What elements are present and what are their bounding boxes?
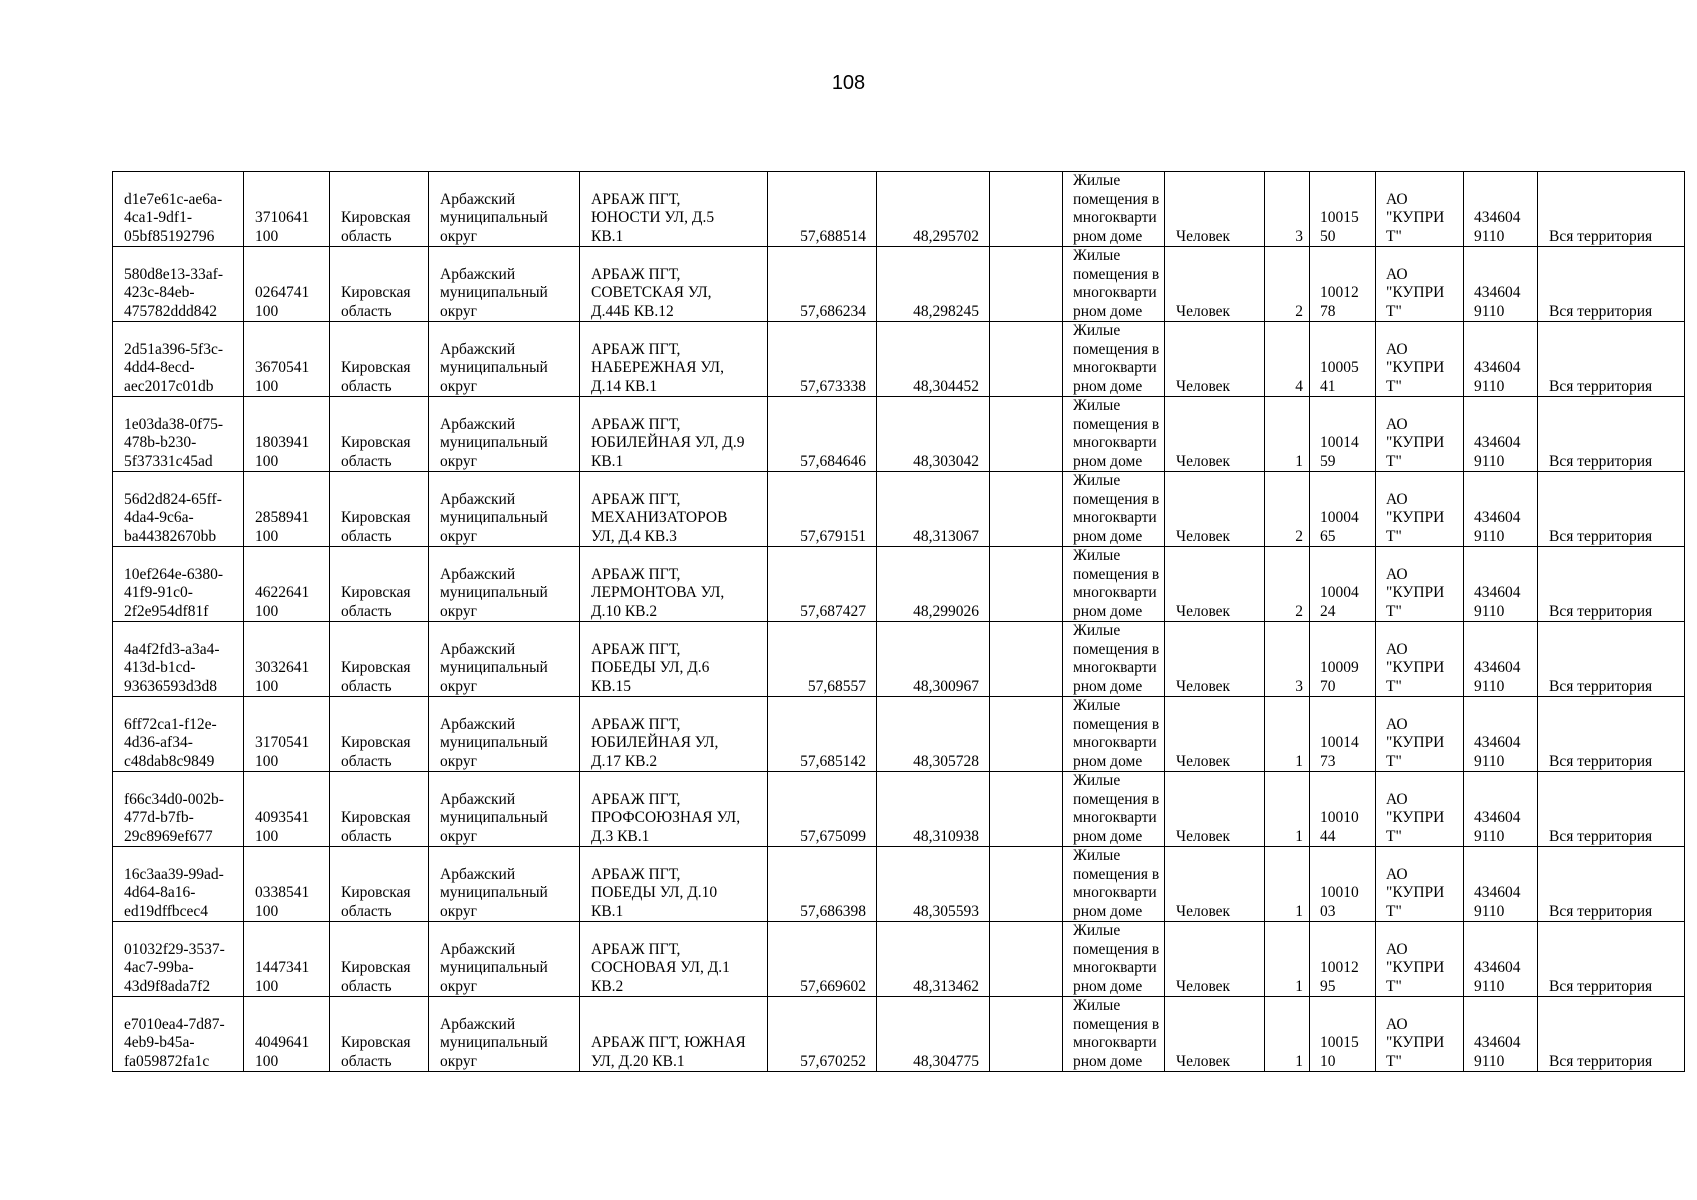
organization-cell: АО "КУПРИ Т"	[1376, 997, 1464, 1072]
count-cell: 1	[1265, 697, 1310, 772]
region-cell: Кировская область	[330, 397, 429, 472]
district-cell: Арбажский муниципальный округ	[429, 472, 580, 547]
unit-cell: Человек	[1165, 922, 1265, 997]
premises-type-cell: Жилые помещения в многокварти рном доме	[1063, 622, 1165, 697]
premises-type-cell: Жилые помещения в многокварти рном доме	[1063, 772, 1165, 847]
latitude-cell: 57,685142	[768, 697, 877, 772]
record-id-cell: e7010ea4-7d87- 4eb9-b45a- fa059872fa1c	[113, 997, 244, 1072]
region-cell: Кировская область	[330, 997, 429, 1072]
region-cell: Кировская область	[330, 247, 429, 322]
record-id-cell: 56d2d824-65ff- 4da4-9c6a- ba44382670bb	[113, 472, 244, 547]
empty-cell	[990, 397, 1063, 472]
organization-cell: АО "КУПРИ Т"	[1376, 622, 1464, 697]
longitude-cell: 48,299026	[877, 547, 990, 622]
inn-cell: 434604 9110	[1464, 172, 1538, 247]
territory-cell: Вся территория	[1538, 772, 1685, 847]
region-cell: Кировская область	[330, 772, 429, 847]
district-cell: Арбажский муниципальный округ	[429, 622, 580, 697]
unit-cell: Человек	[1165, 997, 1265, 1072]
unit-cell: Человек	[1165, 247, 1265, 322]
unit-cell: Человек	[1165, 322, 1265, 397]
territory-cell: Вся территория	[1538, 622, 1685, 697]
unit-cell: Человек	[1165, 472, 1265, 547]
latitude-cell: 57,669602	[768, 922, 877, 997]
organization-cell: АО "КУПРИ Т"	[1376, 847, 1464, 922]
count-cell: 1	[1265, 847, 1310, 922]
region-cell: Кировская область	[330, 622, 429, 697]
address-cell: АРБАЖ ПГТ, ЛЕРМОНТОВА УЛ, Д.10 КВ.2	[580, 547, 768, 622]
organization-cell: АО "КУПРИ Т"	[1376, 322, 1464, 397]
record-id-cell: 10ef264e-6380- 41f9-91c0- 2f2e954df81f	[113, 547, 244, 622]
organization-cell: АО "КУПРИ Т"	[1376, 172, 1464, 247]
region-cell: Кировская область	[330, 922, 429, 997]
code-cell: 3170541 100	[244, 697, 330, 772]
inn-cell: 434604 9110	[1464, 997, 1538, 1072]
premises-type-cell: Жилые помещения в многокварти рном доме	[1063, 472, 1165, 547]
table-row	[113, 472, 1685, 547]
count-cell: 1	[1265, 997, 1310, 1072]
address-cell: АРБАЖ ПГТ, ПРОФСОЮЗНАЯ УЛ, Д.3 КВ.1	[580, 772, 768, 847]
premises-type-cell: Жилые помещения в многокварти рном доме	[1063, 997, 1165, 1072]
table-row	[113, 997, 1685, 1072]
premises-type-cell: Жилые помещения в многокварти рном доме	[1063, 172, 1165, 247]
code-cell: 4622641 100	[244, 547, 330, 622]
longitude-cell: 48,303042	[877, 397, 990, 472]
territory-cell: Вся территория	[1538, 547, 1685, 622]
account-cell: 10010 03	[1310, 847, 1376, 922]
longitude-cell: 48,313462	[877, 922, 990, 997]
region-cell: Кировская область	[330, 472, 429, 547]
inn-cell: 434604 9110	[1464, 772, 1538, 847]
territory-cell: Вся территория	[1538, 247, 1685, 322]
unit-cell: Человек	[1165, 697, 1265, 772]
empty-cell	[990, 997, 1063, 1072]
empty-cell	[990, 172, 1063, 247]
inn-cell: 434604 9110	[1464, 547, 1538, 622]
empty-cell	[990, 472, 1063, 547]
inn-cell: 434604 9110	[1464, 472, 1538, 547]
longitude-cell: 48,313067	[877, 472, 990, 547]
district-cell: Арбажский муниципальный округ	[429, 397, 580, 472]
region-cell: Кировская область	[330, 172, 429, 247]
longitude-cell: 48,304775	[877, 997, 990, 1072]
code-cell: 3670541 100	[244, 322, 330, 397]
account-cell: 10004 24	[1310, 547, 1376, 622]
code-cell: 1447341 100	[244, 922, 330, 997]
account-cell: 10015 10	[1310, 997, 1376, 1072]
table-row	[113, 547, 1685, 622]
count-cell: 2	[1265, 247, 1310, 322]
table-body	[113, 172, 1685, 1072]
territory-cell: Вся территория	[1538, 322, 1685, 397]
empty-cell	[990, 247, 1063, 322]
account-cell: 10012 78	[1310, 247, 1376, 322]
table-row	[113, 247, 1685, 322]
account-cell: 10004 65	[1310, 472, 1376, 547]
account-cell: 10014 59	[1310, 397, 1376, 472]
region-cell: Кировская область	[330, 847, 429, 922]
territory-cell: Вся территория	[1538, 847, 1685, 922]
table-row	[113, 622, 1685, 697]
district-cell: Арбажский муниципальный округ	[429, 697, 580, 772]
longitude-cell: 48,298245	[877, 247, 990, 322]
registry-table	[112, 171, 1685, 1072]
empty-cell	[990, 322, 1063, 397]
record-id-cell: 4a4f2fd3-a3a4- 413d-b1cd- 93636593d3d8	[113, 622, 244, 697]
code-cell: 2858941 100	[244, 472, 330, 547]
record-id-cell: d1e7e61c-ae6a- 4ca1-9df1- 05bf85192796	[113, 172, 244, 247]
district-cell: Арбажский муниципальный округ	[429, 997, 580, 1072]
latitude-cell: 57,684646	[768, 397, 877, 472]
district-cell: Арбажский муниципальный округ	[429, 322, 580, 397]
count-cell: 3	[1265, 622, 1310, 697]
district-cell: Арбажский муниципальный округ	[429, 247, 580, 322]
account-cell: 10012 95	[1310, 922, 1376, 997]
record-id-cell: 6ff72ca1-f12e- 4d36-af34- c48dab8c9849	[113, 697, 244, 772]
record-id-cell: f66c34d0-002b- 477d-b7fb- 29c8969ef677	[113, 772, 244, 847]
unit-cell: Человек	[1165, 397, 1265, 472]
latitude-cell: 57,688514	[768, 172, 877, 247]
address-cell: АРБАЖ ПГТ, ПОБЕДЫ УЛ, Д.6 КВ.15	[580, 622, 768, 697]
latitude-cell: 57,670252	[768, 997, 877, 1072]
table-row	[113, 697, 1685, 772]
inn-cell: 434604 9110	[1464, 622, 1538, 697]
address-cell: АРБАЖ ПГТ, ЮБИЛЕЙНАЯ УЛ, Д.9 КВ.1	[580, 397, 768, 472]
longitude-cell: 48,295702	[877, 172, 990, 247]
count-cell: 2	[1265, 547, 1310, 622]
inn-cell: 434604 9110	[1464, 247, 1538, 322]
territory-cell: Вся территория	[1538, 397, 1685, 472]
code-cell: 4049641 100	[244, 997, 330, 1072]
territory-cell: Вся территория	[1538, 697, 1685, 772]
premises-type-cell: Жилые помещения в многокварти рном доме	[1063, 697, 1165, 772]
empty-cell	[990, 622, 1063, 697]
account-cell: 10010 44	[1310, 772, 1376, 847]
premises-type-cell: Жилые помещения в многокварти рном доме	[1063, 397, 1165, 472]
district-cell: Арбажский муниципальный округ	[429, 847, 580, 922]
table-row	[113, 172, 1685, 247]
organization-cell: АО "КУПРИ Т"	[1376, 397, 1464, 472]
page-number: 108	[831, 72, 866, 94]
longitude-cell: 48,304452	[877, 322, 990, 397]
district-cell: Арбажский муниципальный округ	[429, 922, 580, 997]
empty-cell	[990, 547, 1063, 622]
premises-type-cell: Жилые помещения в многокварти рном доме	[1063, 247, 1165, 322]
inn-cell: 434604 9110	[1464, 322, 1538, 397]
address-cell: АРБАЖ ПГТ, СОВЕТСКАЯ УЛ, Д.44Б КВ.12	[580, 247, 768, 322]
latitude-cell: 57,679151	[768, 472, 877, 547]
organization-cell: АО "КУПРИ Т"	[1376, 247, 1464, 322]
address-cell: АРБАЖ ПГТ, НАБЕРЕЖНАЯ УЛ, Д.14 КВ.1	[580, 322, 768, 397]
organization-cell: АО "КУПРИ Т"	[1376, 697, 1464, 772]
address-cell: АРБАЖ ПГТ, ПОБЕДЫ УЛ, Д.10 КВ.1	[580, 847, 768, 922]
premises-type-cell: Жилые помещения в многокварти рном доме	[1063, 322, 1165, 397]
table-row	[113, 397, 1685, 472]
territory-cell: Вся территория	[1538, 172, 1685, 247]
unit-cell: Человек	[1165, 622, 1265, 697]
region-cell: Кировская область	[330, 697, 429, 772]
empty-cell	[990, 697, 1063, 772]
code-cell: 3710641 100	[244, 172, 330, 247]
table-row	[113, 847, 1685, 922]
latitude-cell: 57,675099	[768, 772, 877, 847]
code-cell: 1803941 100	[244, 397, 330, 472]
account-cell: 10015 50	[1310, 172, 1376, 247]
table-row	[113, 772, 1685, 847]
latitude-cell: 57,686234	[768, 247, 877, 322]
empty-cell	[990, 922, 1063, 997]
table-row	[113, 322, 1685, 397]
account-cell: 10009 70	[1310, 622, 1376, 697]
region-cell: Кировская область	[330, 547, 429, 622]
premises-type-cell: Жилые помещения в многокварти рном доме	[1063, 847, 1165, 922]
longitude-cell: 48,310938	[877, 772, 990, 847]
count-cell: 4	[1265, 322, 1310, 397]
address-cell: АРБАЖ ПГТ, ЮЖНАЯ УЛ, Д.20 КВ.1	[580, 997, 768, 1072]
table-row	[113, 922, 1685, 997]
latitude-cell: 57,686398	[768, 847, 877, 922]
premises-type-cell: Жилые помещения в многокварти рном доме	[1063, 922, 1165, 997]
latitude-cell: 57,687427	[768, 547, 877, 622]
count-cell: 3	[1265, 172, 1310, 247]
inn-cell: 434604 9110	[1464, 922, 1538, 997]
region-cell: Кировская область	[330, 322, 429, 397]
inn-cell: 434604 9110	[1464, 397, 1538, 472]
organization-cell: АО "КУПРИ Т"	[1376, 922, 1464, 997]
unit-cell: Человек	[1165, 172, 1265, 247]
address-cell: АРБАЖ ПГТ, СОСНОВАЯ УЛ, Д.1 КВ.2	[580, 922, 768, 997]
account-cell: 10005 41	[1310, 322, 1376, 397]
organization-cell: АО "КУПРИ Т"	[1376, 547, 1464, 622]
count-cell: 1	[1265, 772, 1310, 847]
organization-cell: АО "КУПРИ Т"	[1376, 772, 1464, 847]
premises-type-cell: Жилые помещения в многокварти рном доме	[1063, 547, 1165, 622]
record-id-cell: 01032f29-3537- 4ac7-99ba- 43d9f8ada7f2	[113, 922, 244, 997]
inn-cell: 434604 9110	[1464, 697, 1538, 772]
empty-cell	[990, 847, 1063, 922]
longitude-cell: 48,305593	[877, 847, 990, 922]
latitude-cell: 57,673338	[768, 322, 877, 397]
unit-cell: Человек	[1165, 547, 1265, 622]
unit-cell: Человек	[1165, 847, 1265, 922]
count-cell: 1	[1265, 397, 1310, 472]
empty-cell	[990, 772, 1063, 847]
longitude-cell: 48,305728	[877, 697, 990, 772]
code-cell: 0338541 100	[244, 847, 330, 922]
address-cell: АРБАЖ ПГТ, МЕХАНИЗАТОРОВ УЛ, Д.4 КВ.3	[580, 472, 768, 547]
record-id-cell: 2d51a396-5f3c- 4dd4-8ecd- aec2017c01db	[113, 322, 244, 397]
code-cell: 4093541 100	[244, 772, 330, 847]
record-id-cell: 16c3aa39-99ad- 4d64-8a16- ed19dffbcec4	[113, 847, 244, 922]
account-cell: 10014 73	[1310, 697, 1376, 772]
territory-cell: Вся территория	[1538, 922, 1685, 997]
record-id-cell: 1e03da38-0f75- 478b-b230- 5f37331c45ad	[113, 397, 244, 472]
district-cell: Арбажский муниципальный округ	[429, 547, 580, 622]
count-cell: 2	[1265, 472, 1310, 547]
territory-cell: Вся территория	[1538, 472, 1685, 547]
unit-cell: Человек	[1165, 772, 1265, 847]
district-cell: Арбажский муниципальный округ	[429, 772, 580, 847]
organization-cell: АО "КУПРИ Т"	[1376, 472, 1464, 547]
address-cell: АРБАЖ ПГТ, ЮБИЛЕЙНАЯ УЛ, Д.17 КВ.2	[580, 697, 768, 772]
count-cell: 1	[1265, 922, 1310, 997]
inn-cell: 434604 9110	[1464, 847, 1538, 922]
longitude-cell: 48,300967	[877, 622, 990, 697]
code-cell: 0264741 100	[244, 247, 330, 322]
code-cell: 3032641 100	[244, 622, 330, 697]
record-id-cell: 580d8e13-33af- 423c-84eb- 475782ddd842	[113, 247, 244, 322]
district-cell: Арбажский муниципальный округ	[429, 172, 580, 247]
territory-cell: Вся территория	[1538, 997, 1685, 1072]
latitude-cell: 57,68557	[768, 622, 877, 697]
address-cell: АРБАЖ ПГТ, ЮНОСТИ УЛ, Д.5 КВ.1	[580, 172, 768, 247]
